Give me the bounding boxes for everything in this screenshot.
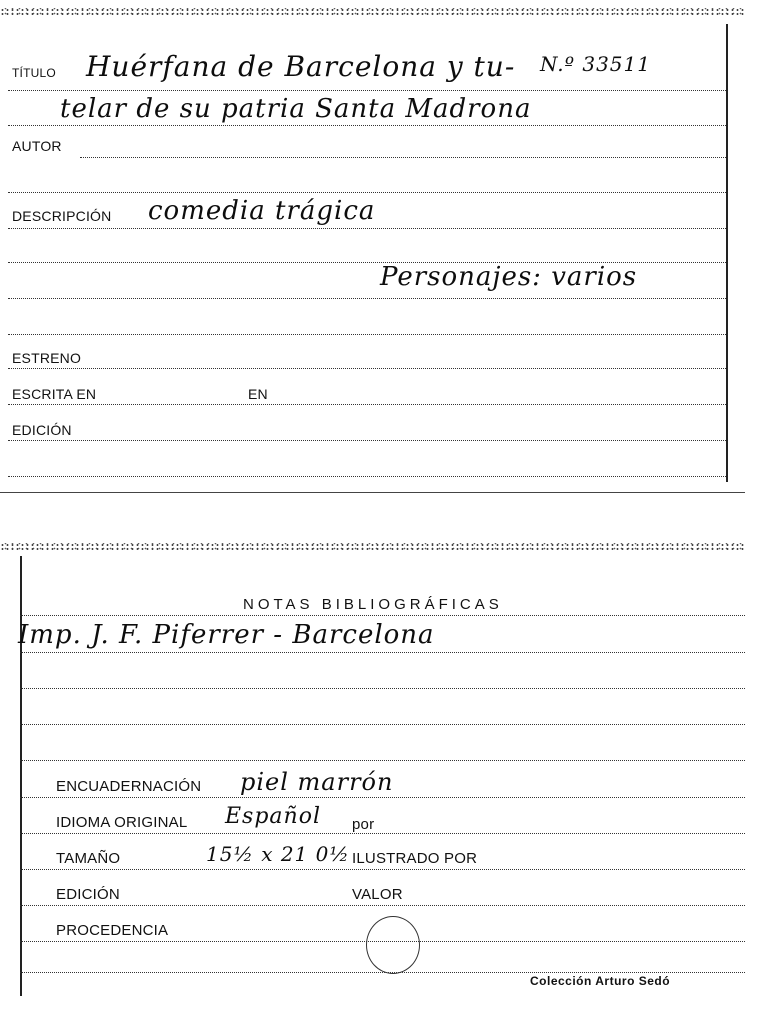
descripcion-label: DESCRIPCIÓN xyxy=(12,208,112,224)
notas-heading: NOTAS BIBLIOGRÁFICAS xyxy=(243,596,503,613)
idioma-label: IDIOMA ORIGINAL xyxy=(56,814,188,831)
personajes-value: Personajes: varios xyxy=(380,262,638,292)
tamano-line xyxy=(20,869,745,870)
encuadernacion-label: ENCUADERNACIÓN xyxy=(56,778,202,795)
edicion-line-back xyxy=(20,905,745,906)
notas-line-3 xyxy=(20,688,745,689)
procedencia-label: PROCEDENCIA xyxy=(56,922,169,939)
edicion-label-back: EDICIÓN xyxy=(56,886,120,903)
tamano-label: TAMAÑO xyxy=(56,850,121,867)
autor-label: AUTOR xyxy=(12,138,62,154)
idioma-value: Español xyxy=(225,804,321,829)
por-label: por xyxy=(352,816,375,833)
escrita-en-label: ESCRITA EN xyxy=(12,386,97,402)
card-top-edge-back xyxy=(0,543,745,552)
ilustrado-label: ILUSTRADO POR xyxy=(352,850,478,867)
notas-line-1 xyxy=(20,615,745,616)
estreno-label: ESTRENO xyxy=(12,350,82,366)
stamp-circle xyxy=(366,916,420,974)
notas-line-2 xyxy=(20,652,745,653)
en-label: EN xyxy=(248,386,268,402)
procedencia-line-2 xyxy=(20,972,745,973)
card-bottom-edge xyxy=(0,492,745,493)
collection-footer: Colección Arturo Sedó xyxy=(530,974,671,988)
idioma-line xyxy=(20,833,745,834)
edicion-label: EDICIÓN xyxy=(12,422,72,438)
catalog-number: N.º 33511 xyxy=(540,52,651,76)
descripcion-value: comedia trágica xyxy=(148,196,376,226)
notas-value: Imp. J. F. Piferrer - Barcelona xyxy=(18,620,435,650)
tamano-value: 15½ x 21 0½ xyxy=(206,842,350,866)
valor-label: VALOR xyxy=(352,886,403,903)
titulo-label: TÍTULO xyxy=(12,66,56,80)
notas-line-4 xyxy=(20,724,745,725)
encuadernacion-line xyxy=(20,797,745,798)
notas-line-5 xyxy=(20,760,745,761)
titulo-value-line1: Huérfana de Barcelona y tu- xyxy=(86,50,516,83)
titulo-value-line2: telar de su patria Santa Madrona xyxy=(60,94,532,124)
encuadernacion-value: piel marrón xyxy=(240,768,394,796)
